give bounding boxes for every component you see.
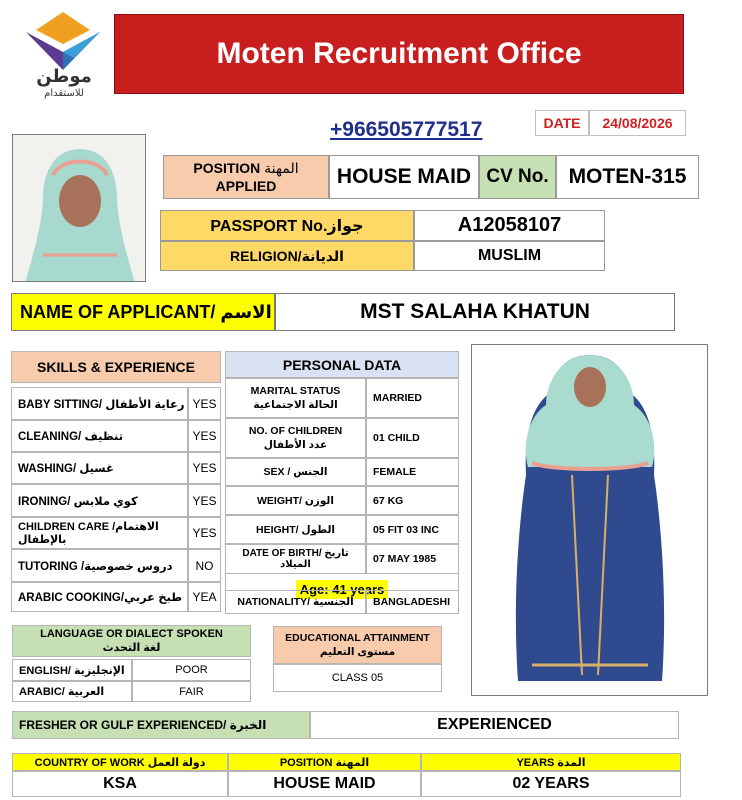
applicant-name-label: NAME OF APPLICANT/ الاسم: [11, 293, 275, 331]
work-country-value: KSA: [12, 771, 228, 797]
skills-title: SKILLS & EXPERIENCE: [11, 351, 221, 383]
applicant-name-value: MST SALAHA KHATUN: [275, 293, 675, 331]
education-title-ar: مستوى التعليم: [319, 646, 396, 658]
marital-value: MARRIED: [366, 378, 459, 418]
experience-value: EXPERIENCED: [310, 711, 679, 739]
skill-value: YES: [188, 517, 221, 549]
weight-label: WEIGHT/ الوزن: [225, 486, 366, 515]
position-label-ar: المهنة: [264, 160, 299, 176]
cv-label: CV No.: [479, 155, 556, 199]
skill-label: CHILDREN CARE /الاهتمام بالإطفال: [11, 517, 188, 549]
children-label-ar: عدد الأطفال: [263, 439, 328, 451]
religion-label: RELIGION/الديانة: [160, 241, 414, 271]
skill-value: YES: [188, 452, 221, 484]
position-label-en: POSITION: [193, 160, 261, 176]
work-country-header: COUNTRY OF WORK دولة العمل: [12, 753, 228, 771]
cv-value: MOTEN-315: [556, 155, 699, 199]
skill-label: WASHING/ غسيل: [11, 452, 188, 484]
sex-value: FEMALE: [366, 458, 459, 486]
position-label: [163, 155, 329, 199]
height-label: HEIGHT/ الطول: [225, 515, 366, 544]
nationality-value: BANGLADESHI: [366, 590, 459, 614]
weight-value: 67 KG: [366, 486, 459, 515]
position-label-en2: APPLIED: [215, 178, 277, 194]
work-position-header: POSITION المهنة: [228, 753, 421, 771]
experience-label: FRESHER OR GULF EXPERIENCED/ الخبرة: [12, 711, 310, 739]
education-value: CLASS 05: [273, 664, 442, 692]
skill-value: YES: [188, 420, 221, 452]
language-label: ENGLISH/ الإنجليزية: [12, 659, 132, 681]
skill-label: IRONING/ كوي ملابس: [11, 484, 188, 517]
applicant-portrait-photo: [12, 134, 146, 282]
marital-label-ar: الحالة الاجتماعية: [253, 399, 338, 411]
date-label: DATE: [535, 110, 589, 136]
age-value: Age: 41 years: [296, 580, 389, 599]
height-value: 05 FIT 03 INC: [366, 515, 459, 544]
marital-label-en: MARITAL STATUS: [250, 385, 341, 397]
work-years-header: YEARS المدة: [421, 753, 681, 771]
skill-value: YES: [188, 387, 221, 420]
language-title: [12, 625, 251, 657]
skill-value: YEA: [188, 582, 221, 612]
language-value: POOR: [132, 659, 251, 681]
applicant-full-photo: [471, 344, 708, 696]
religion-value: MUSLIM: [414, 241, 605, 271]
skill-label: CLEANING/ تنظيف: [11, 420, 188, 452]
company-logo: [18, 8, 108, 104]
logo-arabic-name: موطن: [36, 66, 92, 86]
skill-label: BABY SITTING/ رعاية الأطفال: [11, 387, 188, 420]
skill-label: TUTORING /دروس خصوصية: [11, 549, 188, 582]
position-value: HOUSE MAID: [329, 155, 479, 199]
personal-title: PERSONAL DATA: [225, 351, 459, 378]
skill-label: ARABIC COOKING/طبخ عربي: [11, 582, 188, 612]
children-label: [225, 418, 366, 458]
language-value: FAIR: [132, 681, 251, 702]
nationality-label: NATIONALITY/ الجنسية: [225, 590, 366, 614]
passport-label: PASSPORT No.جواز: [160, 210, 414, 241]
education-title-en: EDUCATIONAL ATTAINMENT: [285, 632, 430, 644]
skill-value: YES: [188, 484, 221, 517]
language-title-ar: لغة التحدث: [102, 642, 161, 654]
skill-value: NO: [188, 549, 221, 582]
passport-value: A12058107: [414, 210, 605, 241]
work-position-value: HOUSE MAID: [228, 771, 421, 797]
phone-number[interactable]: +966505777517: [330, 118, 483, 141]
sex-label: SEX / الجنس: [225, 458, 366, 486]
work-years-value: 02 YEARS: [421, 771, 681, 797]
dob-label: DATE OF BIRTH/ تاريخ الميلاد: [225, 544, 366, 574]
marital-label: [225, 378, 366, 418]
logo-arabic-sub: للاستقدام: [44, 88, 84, 99]
dob-value: 07 MAY 1985: [366, 544, 459, 574]
children-label-en: NO. OF CHILDREN: [248, 425, 343, 437]
page-title: Moten Recruitment Office: [114, 14, 684, 94]
date-value: 24/08/2026: [589, 110, 686, 136]
language-label: ARABIC/ العربية: [12, 681, 132, 702]
children-value: 01 CHILD: [366, 418, 459, 458]
language-title-en: LANGUAGE OR DIALECT SPOKEN: [40, 628, 223, 640]
education-title: [273, 626, 442, 664]
